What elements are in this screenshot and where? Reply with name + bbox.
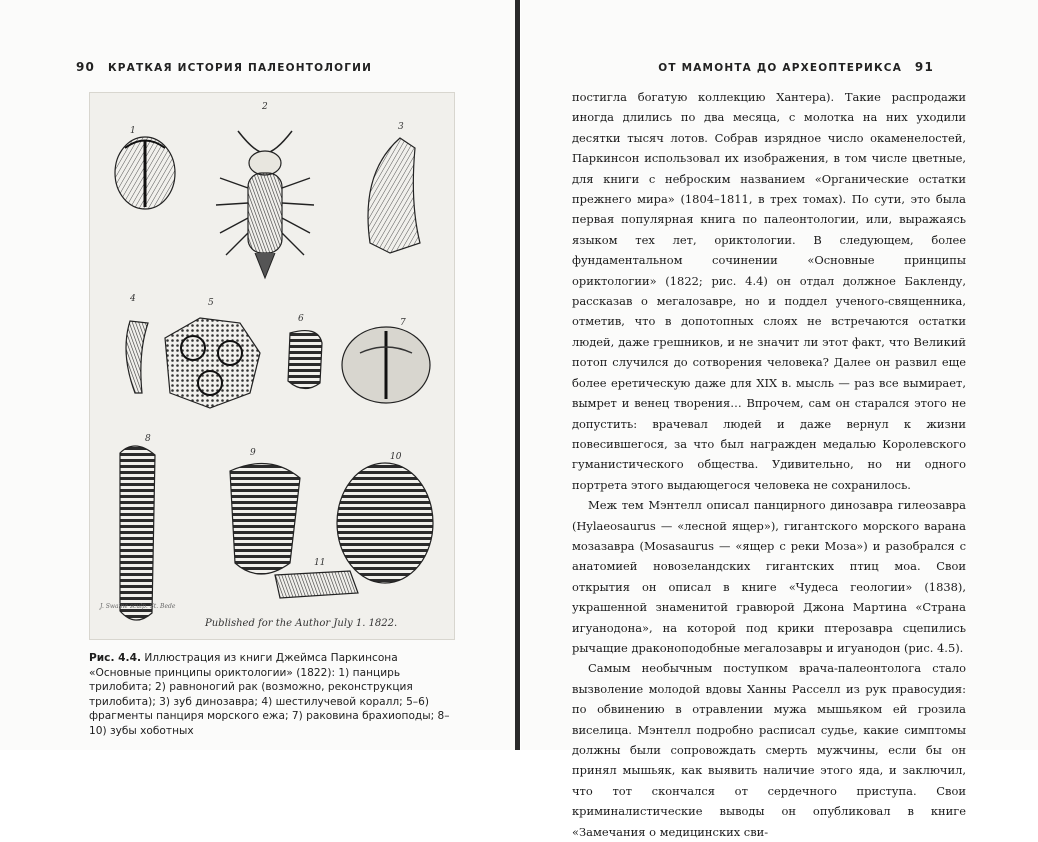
paragraph-3: Самым необычным поступком врача-палеонтолога стало вызволение молодой вдовы Ханны Расселл из рук правосудия: по обвинению в отравлении мужа мышьяком ей грозила виселица. Мэнтелл подробно расписал судье, какие симптомы должны были сопровождать смерть мужчины, если бы он принял мышьяк, как выявить наличие этого яда, и заключил, что тот скончался от сердечного приступа. Свои криминалистические выводы он опубликовал в книге «Замечания о медицинских сви-	[572, 661, 966, 839]
proboscidean-tooth-10-figure	[337, 452, 433, 583]
left-running-title: КРАТКАЯ ИСТОРИЯ ПАЛЕОНТОЛОГИИ	[107, 62, 373, 74]
fig-label-8: 8	[145, 434, 151, 444]
fig-label-4: 4	[130, 294, 136, 304]
left-page-number: 90	[76, 60, 96, 74]
body-text	[572, 87, 966, 842]
figure-caption-number: Рис. 4.4.	[89, 652, 141, 664]
fig-label-3: 3	[398, 122, 404, 132]
proboscidean-tooth-8-figure	[120, 434, 155, 620]
plate-imprint: Published for the Author July 1. 1822.	[205, 618, 398, 629]
fossil-plate-illustration	[89, 92, 455, 640]
figure-caption-text: Иллюстрация из книги Джеймса Паркинсона «Основные принципы ориктологии» (1822): 1) панцирь трилобита; 2) равноногий рак (возможно, реконструкция трилобита); 3) зуб динозавра; 4) шестилучевой коралл; 5–6) фрагменты панциря морского ежа; 7) раковина брахиоподы; 8–10) зубы хоботных	[89, 652, 450, 737]
fossil-engraving	[90, 93, 454, 639]
trilobite-figure	[115, 126, 175, 209]
left-running-head	[68, 60, 372, 74]
engraver-signature: J. Swaine sculp. St. Bede	[100, 603, 176, 610]
fig-label-10: 10	[390, 452, 402, 462]
right-page-number: 91	[914, 60, 934, 74]
left-page	[0, 0, 517, 750]
fig-label-6: 6	[298, 314, 304, 324]
right-running-head	[658, 60, 942, 74]
isopod-figure	[216, 102, 314, 278]
urchin-fragment-figure	[288, 314, 322, 389]
fig-label-9: 9	[250, 448, 256, 458]
paragraph-1: постигла богатую коллекцию Хантера). Такие распродажи иногда длились по два месяца, с молотка на них уходили десятки тысяч лотов. Собрав изрядное число окаменелостей, Паркинсон использовал их изображения, в том числе цветные, для книги с неброским названием «Органические остатки прежнего мира» (1804–1811, в трех томах). По сути, это была первая популярная книга по палеонтологии, или, выражаясь языком тех лет, ориктологии. В следующем, более фундаментальном сочинении «Основные принципы ориктологии» (1822; рис. 4.4) он отдал должное Бакленду, рассказав о мегалозавре, но и поддел ученого-священника, отметив, что в допотопных слоях не встречаются остатки людей, даже грешников, и не значит ли этот факт, что Великий потоп случился до сотворения человека? Далее он развил еще более еретическую даже для XIX в. мысль — раз все вымирает, вымрет и венец творения… Впрочем, сам он старался этого не допустить: врачевал людей и даже вернул к жизни повесившегося, за что был награжден медалью Королевского гуманистического общества. Удивительно, но ни одного портрета этого выдающегося человека не сохранилось.	[572, 90, 966, 492]
sea-urchin-plates-figure	[165, 298, 260, 408]
dinosaur-tooth-figure	[368, 122, 420, 253]
page-gutter	[515, 0, 520, 750]
right-running-title: ОТ МАМОНТА ДО АРХЕОПТЕРИКСА	[658, 62, 903, 74]
proboscidean-tooth-9-figure	[230, 448, 300, 574]
fig-label-5: 5	[208, 298, 214, 308]
coral-figure	[126, 294, 148, 393]
figure-caption	[89, 651, 457, 739]
fig-label-2: 2	[262, 102, 268, 112]
fig-label-11: 11	[314, 558, 326, 568]
fig-label-7: 7	[400, 318, 406, 328]
paragraph-2: Меж тем Мэнтелл описал панцирного динозавра гилеозавра (Hylaeosaurus — «лесной ящер»), гигантского морского варана мозазавра (Mosasaurus — «ящер с реки Моза») и разобрался с анатомией новозеландских гигантских птиц моа. Свои открытия он описал в книге «Чудеса геологии» (1838), украшенной знаменитой гравюрой Джона Мартина «Страна игуанодона», на которой под крики птерозавра сцепились рычащие драконоподобные мегалозавры и игуанодон (рис. 4.5).	[572, 498, 966, 655]
fig-label-1: 1	[130, 126, 136, 136]
brachiopod-figure	[342, 318, 430, 403]
